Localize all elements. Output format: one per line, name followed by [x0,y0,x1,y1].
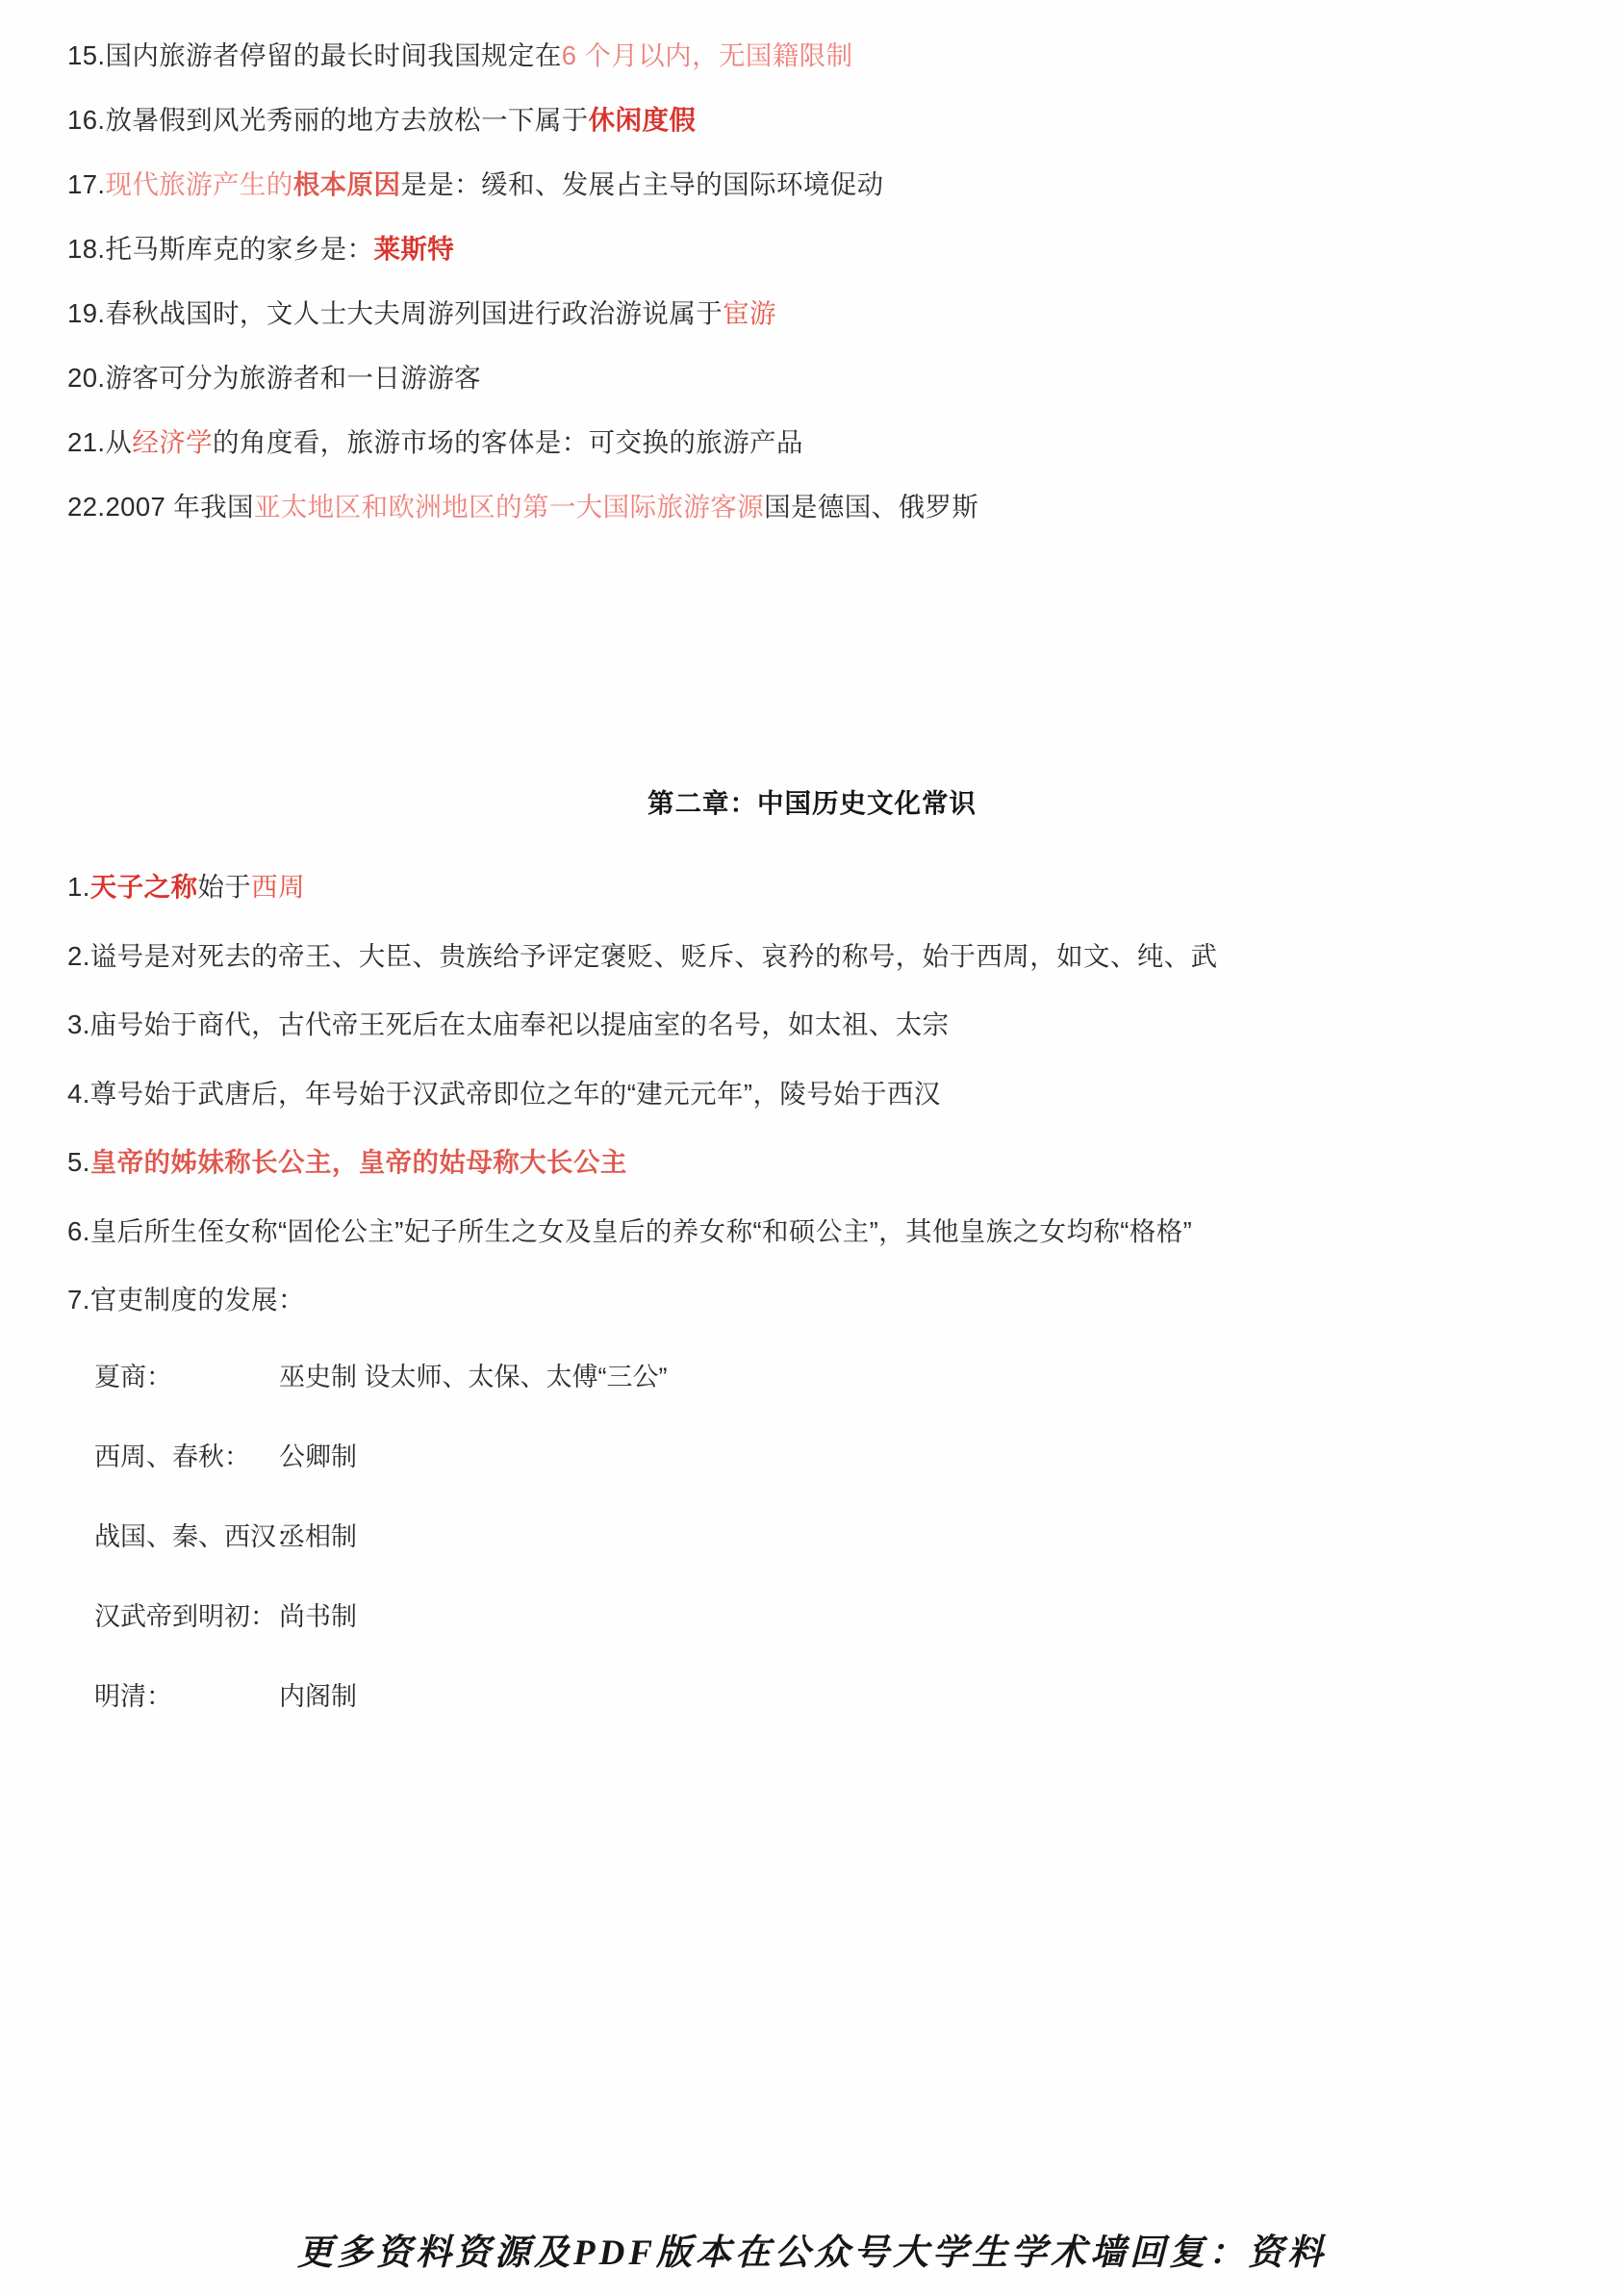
item-text: 的角度看，旅游市场的客体是：可交换的旅游产品 [213,427,803,457]
numbered-item [67,1078,1557,1109]
table-row [67,1436,1557,1473]
item-text: 是是：缓和、发展占主导的国际环境促动 [400,169,884,199]
item-text: 2007 年我国 [105,492,254,522]
system-value: 公卿制 [279,1441,357,1471]
numbered-item [67,365,1557,392]
section-one-list [67,0,1557,521]
item-number: 3. [67,1009,90,1039]
item-number: 15. [67,40,106,70]
item-text: 谥号是对死去的帝王、大臣、贵族给予评定褒贬、贬斥、哀矜的称号，始于西周，如文、纯、武 [89,940,1218,971]
highlighted-text: 经济学 [132,427,214,457]
numbered-item [67,874,1557,901]
highlighted-text: 休闲度假 [588,105,697,135]
official-system-table [67,1356,1557,1713]
item-text: 庙号始于商代，古代帝王死后在太庙奉祀以提庙室的名号，如太祖、太宗 [89,1009,950,1039]
item-text: 放暑假到风光秀丽的地方去放松一下属于 [105,105,589,135]
era-label: 汉武帝到明初： [94,1601,276,1631]
chapter-two-list [67,874,1557,1314]
highlighted-text: 现代旅游产生的 [105,169,293,199]
era-label: 明清： [94,1681,172,1711]
footer-promo-text: 更多资料资源及PDF版本在公众号大学生学术墙回复：资料 [297,2233,1327,2273]
numbered-item [67,1287,1557,1314]
item-number: 5. [67,1147,90,1177]
highlighted-text: 6 个月以内，无国籍限制 [561,40,853,70]
item-text: 国是德国、俄罗斯 [764,492,979,522]
item-text: 始于 [197,872,252,902]
numbered-item [67,494,1557,521]
item-text: 官吏制度的发展： [89,1285,305,1314]
item-number: 20. [67,363,106,393]
page-blank-gap [67,558,1557,781]
numbered-item [67,171,1557,198]
highlighted-text: 根本原因 [292,169,401,199]
item-number: 19. [67,298,106,328]
era-label: 战国、秦、西汉： [94,1521,302,1551]
highlighted-text: 天子之称 [89,872,198,902]
item-number: 16. [67,105,106,135]
item-text: 游客可分为旅游者和一日游游客 [105,363,482,393]
numbered-item [67,300,1557,327]
numbered-item [67,107,1557,134]
item-text: 皇后所生侄女称“固伦公主”妃子所生之女及皇后的养女称“和硕公主”，其他皇族之女均称“格格” [89,1215,1193,1246]
system-value: 巫史制 设太师、太保、太傅“三公” [279,1362,668,1391]
numbered-item [67,236,1557,263]
highlighted-text: 莱斯特 [373,234,455,264]
highlighted-text: 亚太地区和欧洲地区的第一大国际旅游客源 [253,492,765,522]
table-row [67,1356,1557,1393]
numbered-item [67,940,1557,971]
highlighted-text: 宦游 [723,298,776,328]
era-label: 西周、春秋： [94,1441,250,1471]
item-number: 1. [67,872,90,902]
item-text: 托马斯库克的家乡是： [105,234,374,264]
item-number: 4. [67,1078,90,1109]
item-text: 国内旅游者停留的最长时间我国规定在 [105,40,562,70]
item-text: 从 [105,427,133,457]
chapter-title: 第二章：中国历史文化常识 [647,788,977,818]
table-row [67,1516,1557,1553]
item-text: 春秋战国时，文人士大夫周游列国进行政治游说属于 [105,298,723,328]
numbered-item [67,1149,1557,1176]
item-number: 22. [67,492,106,522]
item-text: 尊号始于武唐后，年号始于汉武帝即位之年的“建元元年”，陵号始于西汉 [89,1078,941,1109]
numbered-item [67,1215,1557,1246]
item-number: 18. [67,234,106,264]
highlighted-text: 皇帝的姊妹称长公主，皇帝的姑母称大长公主 [89,1147,627,1177]
numbered-item [67,1011,1557,1038]
era-label: 夏商： [94,1362,172,1391]
item-number: 6. [67,1215,90,1246]
highlighted-text: 西周 [251,872,305,902]
table-row [67,1595,1557,1633]
system-value: 丞相制 [279,1521,357,1551]
item-number: 7. [67,1285,90,1314]
item-number: 21. [67,427,106,457]
system-value: 内阁制 [279,1681,357,1711]
table-row [67,1675,1557,1713]
item-number: 2. [67,940,90,971]
item-number: 17. [67,169,106,199]
system-value: 尚书制 [279,1601,357,1631]
numbered-item [67,429,1557,456]
numbered-item [67,42,1557,69]
